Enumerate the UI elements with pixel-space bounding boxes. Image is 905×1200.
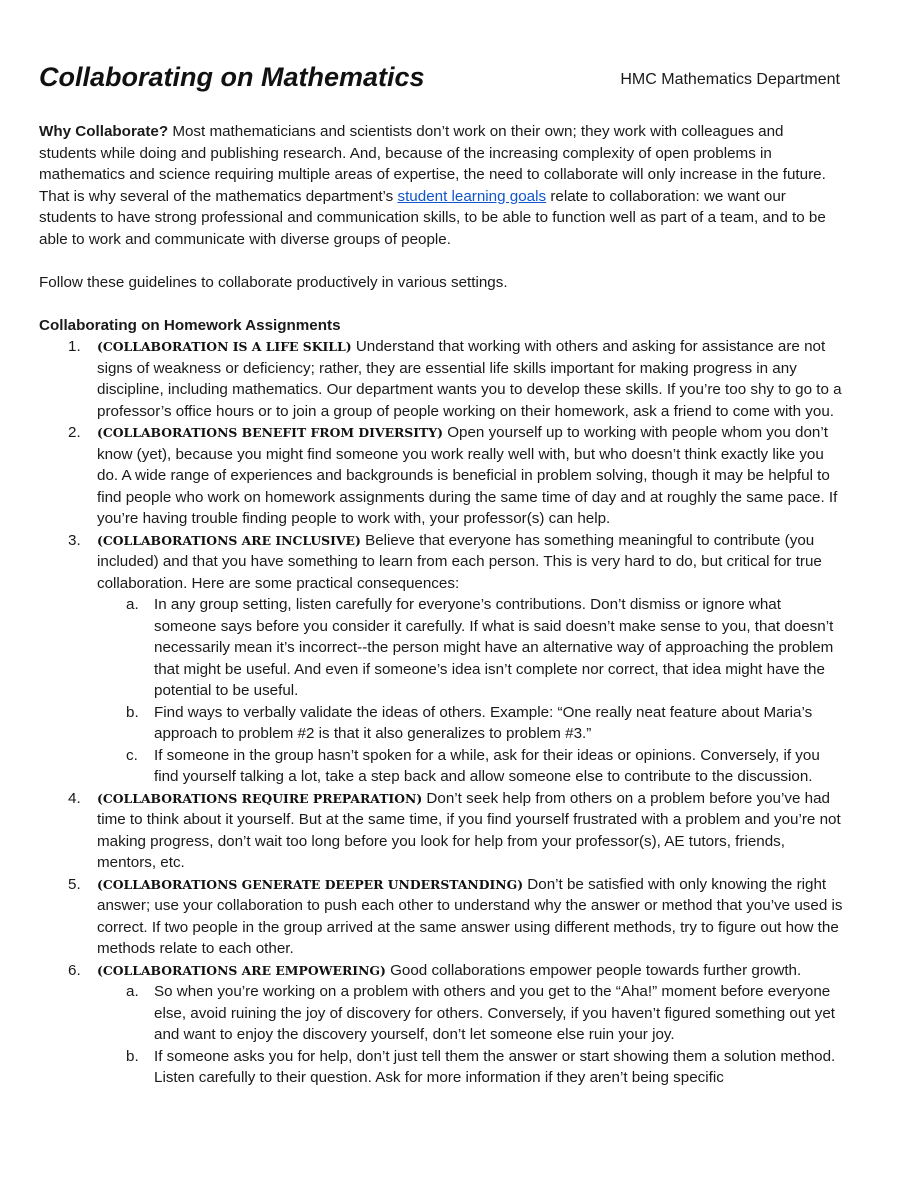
item-text: Don’t be satisfied with only knowing the right answer; use your collaboration to push each other to understand why the answer or method that you’ve used is correct. If two people in the group arrived at the same answer using different methods, try to figure out how the methods relate to each other. xyxy=(97,875,843,957)
sub-list-item xyxy=(39,1046,845,1089)
sub-item-text: So when you’re working on a problem with others and you get to the “Aha!” moment before everyone else, avoid ruining the joy of discovery for others. Conversely, if you haven’t figured something out yet and want to enjoy the discovery yourself, don’t let someone else ruin your joy. xyxy=(154,983,835,1043)
guidelines-list xyxy=(39,336,845,1089)
item-number: 5. xyxy=(68,875,81,893)
item-text: Don’t seek help from others on a problem before you’ve had time to think about it yourself. But at the same time, if you find yourself frustrated with a problem and you’re not making progress, don’t wait too long before you look for help from your professor(s), AE tutors, friends, mentors, etc. xyxy=(97,789,841,871)
department-name: HMC Mathematics Department xyxy=(620,71,840,88)
sub-item-text: If someone in the group hasn’t spoken for a while, ask for their ideas or opinions. Conversely, if you find yourself talking a lot, take a step back and allow someone else to contribute to the discussion. xyxy=(154,746,820,785)
item-tag: (COLLABORATIONS ARE EMPOWERING) xyxy=(97,962,386,978)
intro-paragraph xyxy=(39,121,845,250)
student-learning-goals-link[interactable]: student learning goals xyxy=(397,187,547,205)
item-tag: (COLLABORATIONS REQUIRE PREPARATION) xyxy=(97,790,423,806)
sub-item-letter: b. xyxy=(126,703,139,721)
sub-item-letter: a. xyxy=(126,983,139,1000)
item-tag: (COLLABORATIONS ARE INCLUSIVE) xyxy=(97,532,361,548)
list-item xyxy=(39,788,845,874)
list-item xyxy=(39,336,845,422)
item-text: Good collaborations empower people towards further growth. xyxy=(385,961,802,979)
item-tag: (COLLABORATION IS A LIFE SKILL) xyxy=(97,339,352,354)
sub-list-item xyxy=(39,594,845,702)
sub-item-letter: c. xyxy=(126,746,138,764)
list-item xyxy=(39,960,845,1089)
item-tag: (COLLABORATIONS GENERATE DEEPER UNDERSTANDING) xyxy=(97,876,524,892)
sub-item-text: In any group setting, listen carefully for everyone’s contributions. Don’t dismiss or ignore what someone says before you consider it carefully. If what is said doesn’t make sense to you, that doesn’t necessarily mean it’s incorrect--the person might have an alternative way of approaching the problem that might be useful. And even if someone’s idea isn’t complete nor correct, that idea might have the potential to be useful. xyxy=(154,596,834,699)
sub-item-letter: a. xyxy=(126,596,139,613)
item-number: 1. xyxy=(68,338,81,355)
sub-list-item xyxy=(39,702,845,745)
sub-item-text: Find ways to verbally validate the ideas of others. Example: “One really neat feature about Maria’s approach to problem #2 is that it also generalizes to problem #3.” xyxy=(154,703,813,742)
item-number: 2. xyxy=(68,424,81,441)
sub-list-item xyxy=(39,981,845,1046)
item-text: Believe that everyone has something meaningful to contribute (you included) and that you have something to learn from each person. This is very hard to do, but critical for true collaboration. Here are some practical consequences: xyxy=(97,531,822,592)
list-item xyxy=(39,530,845,788)
sub-item-letter: b. xyxy=(126,1047,139,1065)
item-text: Open yourself up to working with people whom you don’t know (yet), because you might find someone you work really well with, but who doesn’t think exactly like you do. A wide range of experiences and backgrounds is beneficial in problem solving, though it may be helpful to find people who work on homework assignments during the same time of day and at roughly the same pace. If you’re having trouble finding people to work with, your professor(s) can help. xyxy=(97,424,838,527)
intro-text-after-link: relate to collaboration: we want our students to have strong professional and communication skills, to be able to function well as part of a team, and to be able to work and communicate with diverse groups of people. xyxy=(39,187,826,248)
item-number: 6. xyxy=(68,961,81,979)
document-header xyxy=(39,60,844,100)
guidelines-sentence: Follow these guidelines to collaborate productively in various settings. xyxy=(39,274,508,291)
intro-lead: Why Collaborate? xyxy=(39,123,169,140)
item-text: Understand that working with others and asking for assistance are not signs of weakness or deficiency; rather, they are essential life skills important for making progress in any discipline, including mathematics. Our department wants you to develop these skills. If you’re too shy to go to a professor’s office hours or to join a group of people working on their homework, ask a friend to come with you. xyxy=(97,338,842,420)
item-number: 3. xyxy=(68,531,81,549)
item-tag: (COLLABORATIONS BENEFIT FROM DIVERSITY) xyxy=(97,425,443,440)
section-title: Collaborating on Homework Assignments xyxy=(39,317,341,334)
item-number: 4. xyxy=(68,789,81,807)
sub-item-text: If someone asks you for help, don’t just tell them the answer or start showing them a solution method. Listen carefully to their question. Ask for more information if they aren’t being specific xyxy=(154,1047,836,1086)
intro-text-before-link: Most mathematicians and scientists don’t work on their own; they work with colleagues and students while doing and publishing research. And, because of the increasing complexity of open problems in mathematics and science requiring multiple areas of expertise, the need to collaborate will only increase in the future. That is why several of the mathematics department’s xyxy=(39,123,826,205)
list-item xyxy=(39,874,845,960)
document-title: Collaborating on Mathematics xyxy=(39,62,425,92)
sub-list-item xyxy=(39,745,845,788)
list-item xyxy=(39,422,845,530)
